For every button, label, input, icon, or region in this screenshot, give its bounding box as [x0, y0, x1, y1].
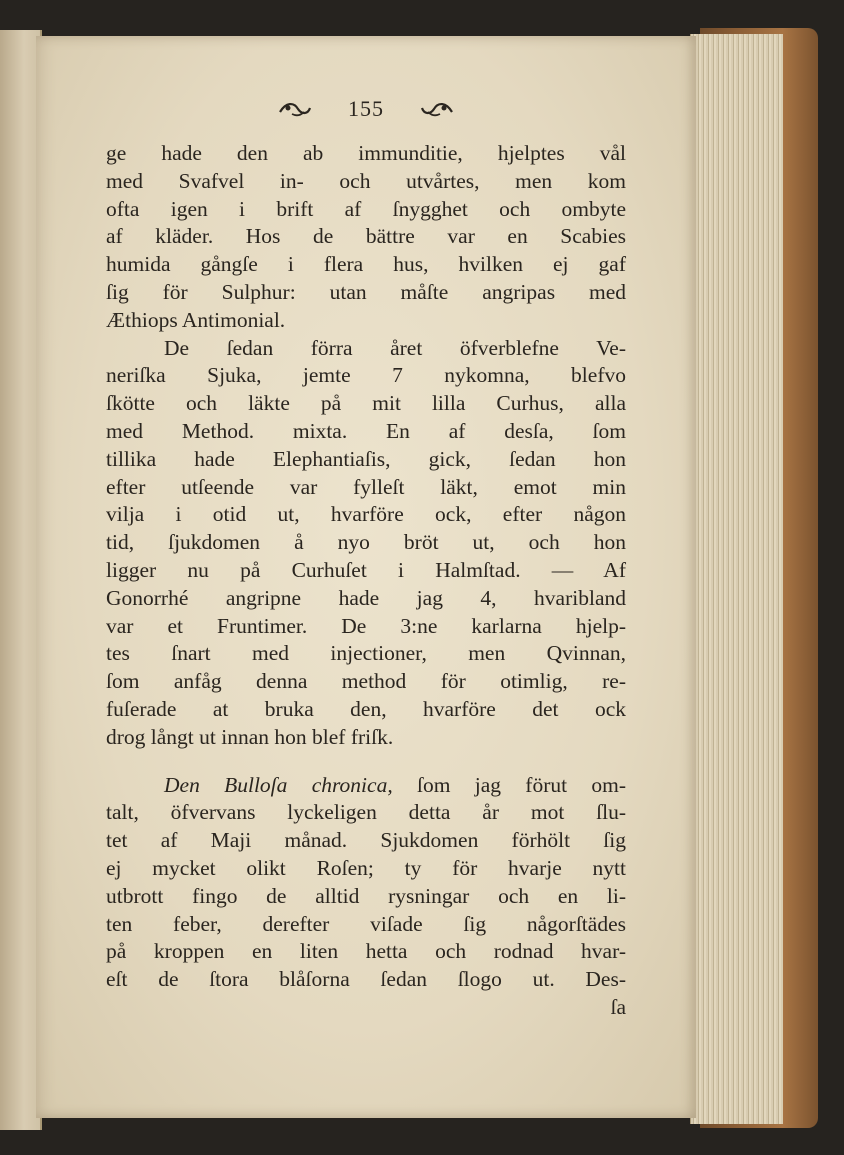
- text-line: ligger nu på Curhuſet i Halmſtad. — Af: [106, 557, 626, 582]
- text-line: talt, öfvervans lyckeligen detta år mot ſlu-: [106, 800, 626, 825]
- text-line: med Svafvel in- och utvårtes, men kom: [106, 168, 626, 193]
- leaf-ornament-left-icon: [278, 100, 312, 118]
- text-line: eſt de ſtora blåſorna ſedan ſlogo ut. Des-: [106, 967, 626, 992]
- page-number: 155: [348, 96, 384, 121]
- text-line: med Method. mixta. En af desſa, ſom: [106, 418, 626, 443]
- page-block-edges: [690, 34, 783, 1124]
- paragraph-gap: [106, 752, 626, 772]
- text-line: ej mycket olikt Roſen; ty för hvarje nytt: [106, 855, 626, 880]
- text-line: neriſka Sjuka, jemte 7 nykomna, blefvo: [106, 363, 626, 388]
- text-line: var et Fruntimer. De 3:ne karlarna hjelp-: [106, 613, 626, 638]
- italic-heading: Den Bulloſa chronica,: [164, 772, 393, 797]
- text-line: ge hade den ab immunditie, hjelptes vål: [106, 141, 626, 165]
- text-line: ofta igen i brift af ſnygghet och ombyte: [106, 196, 626, 221]
- text-line: fuſerade at bruka den, hvarföre det ock: [106, 696, 626, 721]
- text-line: efter utſeende var fylleſt läkt, emot min: [106, 474, 626, 499]
- text-line: [106, 772, 626, 800]
- text-line: ſkötte och läkte på mit lilla Curhus, alla: [106, 391, 626, 416]
- text-line: vilja i otid ut, hvarföre ock, efter någon: [106, 502, 626, 527]
- paragraph-3: [106, 772, 626, 994]
- text-line: tet af Maji månad. Sjukdomen förhölt ſig: [106, 828, 626, 853]
- page-text: [106, 140, 626, 1022]
- text-line: utbrott fingo de alltid rysningar och en li-: [106, 883, 626, 908]
- text-line: tid, ſjukdomen å nyo bröt ut, och hon: [106, 530, 626, 555]
- text-line-rest: ſom jag förut om-: [417, 772, 626, 797]
- text-line: drog långt ut innan hon blef friſk.: [106, 724, 394, 749]
- text-line: af kläder. Hos de bättre var en Scabies: [106, 224, 626, 249]
- text-line: tes ſnart med injectioner, men Qvinnan,: [106, 641, 626, 666]
- paragraph-1: [106, 140, 626, 335]
- text-line: Gonorrhé angripne hade jag 4, hvaribland: [106, 585, 626, 610]
- text-line: De ſedan förra året öfverblefne Ve-: [164, 335, 626, 360]
- paragraph-2: [106, 335, 626, 752]
- book-page: [36, 36, 696, 1118]
- text-line: humida gångſe i flera hus, hvilken ej gaf: [106, 252, 626, 277]
- text-line: ten feber, derefter viſade ſig någorſtädes: [106, 911, 626, 936]
- page-header: [36, 96, 696, 122]
- leaf-ornament-right-icon: [420, 100, 454, 118]
- text-line: tillika hade Elephantiaſis, gick, ſedan hon: [106, 446, 626, 471]
- catchword: ſa: [610, 994, 626, 1019]
- text-line: ſom anfåg denna method för otimlig, re-: [106, 669, 626, 694]
- text-line: på kroppen en liten hetta och rodnad hvar-: [106, 939, 626, 964]
- text-line: Æthiops Antimonial.: [106, 307, 286, 332]
- text-line: ſig för Sulphur: utan måſte angripas med: [106, 279, 626, 304]
